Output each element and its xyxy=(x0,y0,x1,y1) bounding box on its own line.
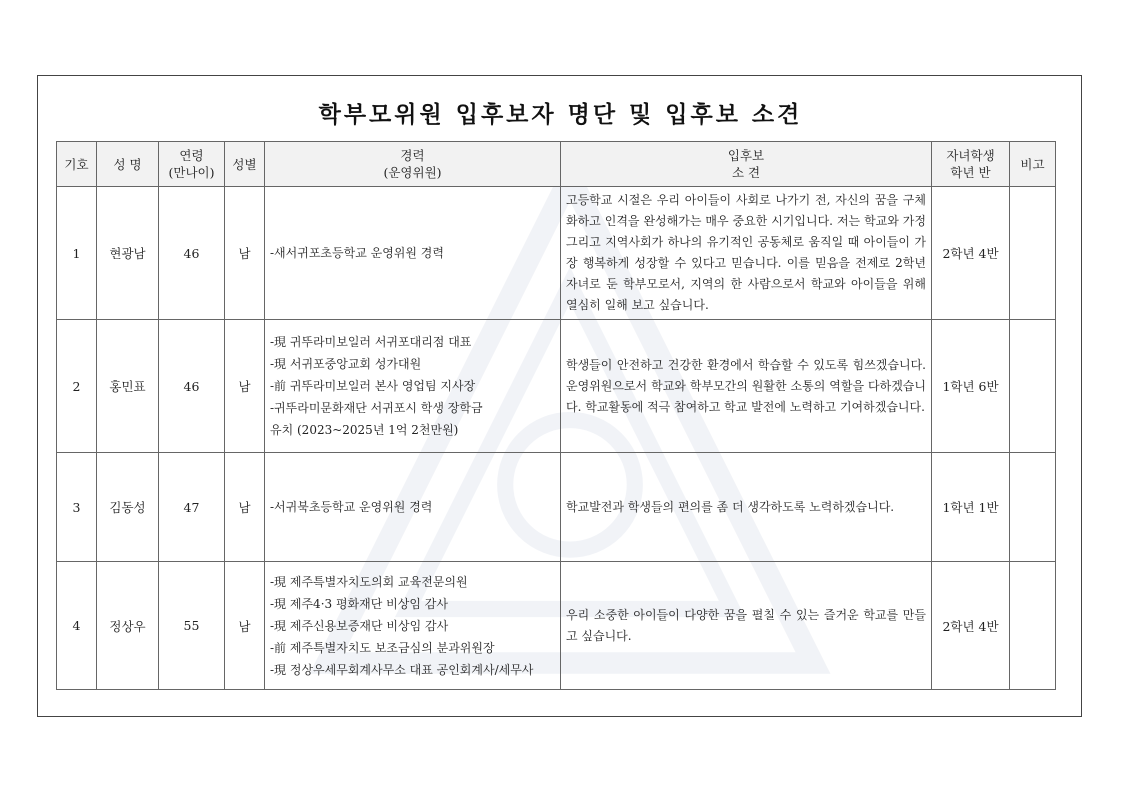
candidate-table xyxy=(56,141,1056,690)
cell-age: 55 xyxy=(159,562,225,690)
cell-name: 홍민표 xyxy=(97,320,159,453)
table-row xyxy=(57,453,1056,562)
cell-child-class: 2학년 4반 xyxy=(932,562,1010,690)
cell-career: -現 귀뚜라미보일러 서귀포대리점 대표 -現 서귀포중앙교회 성가대원 -前 귀뚜라미보일러 본사 영업팀 지사장 -귀뚜라미문화재단 서귀포시 학생 장학금 유치 (2023~2025년 1억 2천만원) xyxy=(265,320,561,453)
cell-no: 2 xyxy=(57,320,97,453)
cell-note xyxy=(1010,453,1056,562)
cell-opinion: 학생들이 안전하고 건강한 환경에서 학습할 수 있도록 힘쓰겠습니다. 운영위원으로서 학교와 학부모간의 원활한 소통의 역할을 다하겠습니다. 학교활동에 적극 참여하고 학교 발전에 노력하고 기여하겠습니다. xyxy=(561,320,932,453)
cell-child-class: 1학년 6반 xyxy=(932,320,1010,453)
cell-no: 4 xyxy=(57,562,97,690)
table-row xyxy=(57,562,1056,690)
cell-gender: 남 xyxy=(225,320,265,453)
cell-child-class: 2학년 4반 xyxy=(932,187,1010,320)
cell-age: 46 xyxy=(159,187,225,320)
header-age: 연령 (만나이) xyxy=(159,142,225,187)
cell-career: -現 제주특별자치도의회 교육전문의원 -現 제주4·3 평화재단 비상임 감사 -現 제주신용보증재단 비상임 감사 -前 제주특별자치도 보조금심의 분과위원장 -現 정상우세무회계사무소 대표 공인회계사/세무사 xyxy=(265,562,561,690)
document-title: 학부모위원 입후보자 명단 및 입후보 소견 xyxy=(318,101,803,128)
header-child-class: 자녀학생 학년 반 xyxy=(932,142,1010,187)
header-gender: 성별 xyxy=(225,142,265,187)
header-no: 기호 xyxy=(57,142,97,187)
cell-name: 정상우 xyxy=(97,562,159,690)
cell-opinion: 고등학교 시절은 우리 아이들이 사회로 나가기 전, 자신의 꿈을 구체화하고 인격을 완성해가는 매우 중요한 시기입니다. 저는 학교와 가정 그리고 지역사회가 하나의 유기적인 공동체로 움직일 때 아이들이 가장 행복하게 성장할 수 있다고 믿습니다. 이를 믿음을 전제로 2학년 자녀로 둔 학부모로서, 지역의 한 사람으로서 학교와 아이들을 위해 열심히 일해 보고 싶습니다. xyxy=(561,187,932,320)
cell-name: 현광남 xyxy=(97,187,159,320)
cell-career: -새서귀포초등학교 운영위원 경력 xyxy=(265,187,561,320)
cell-no: 1 xyxy=(57,187,97,320)
cell-child-class: 1학년 1반 xyxy=(932,453,1010,562)
cell-opinion: 우리 소중한 아이들이 다양한 꿈을 펼칠 수 있는 즐거운 학교를 만들고 싶습니다. xyxy=(561,562,932,690)
cell-gender: 남 xyxy=(225,187,265,320)
table-header-row xyxy=(57,142,1056,187)
cell-note xyxy=(1010,562,1056,690)
cell-note xyxy=(1010,320,1056,453)
cell-gender: 남 xyxy=(225,453,265,562)
table-row xyxy=(57,187,1056,320)
cell-age: 47 xyxy=(159,453,225,562)
cell-no: 3 xyxy=(57,453,97,562)
header-note: 비고 xyxy=(1010,142,1056,187)
table-row xyxy=(57,320,1056,453)
header-opinion: 입후보 소 견 xyxy=(561,142,932,187)
cell-name: 김동성 xyxy=(97,453,159,562)
header-career: 경력 (운영위원) xyxy=(265,142,561,187)
cell-note xyxy=(1010,187,1056,320)
cell-gender: 남 xyxy=(225,562,265,690)
cell-opinion: 학교발전과 학생들의 편의를 좀 더 생각하도록 노력하겠습니다. xyxy=(561,453,932,562)
header-name: 성 명 xyxy=(97,142,159,187)
cell-age: 46 xyxy=(159,320,225,453)
cell-career: -서귀북초등학교 운영위원 경력 xyxy=(265,453,561,562)
